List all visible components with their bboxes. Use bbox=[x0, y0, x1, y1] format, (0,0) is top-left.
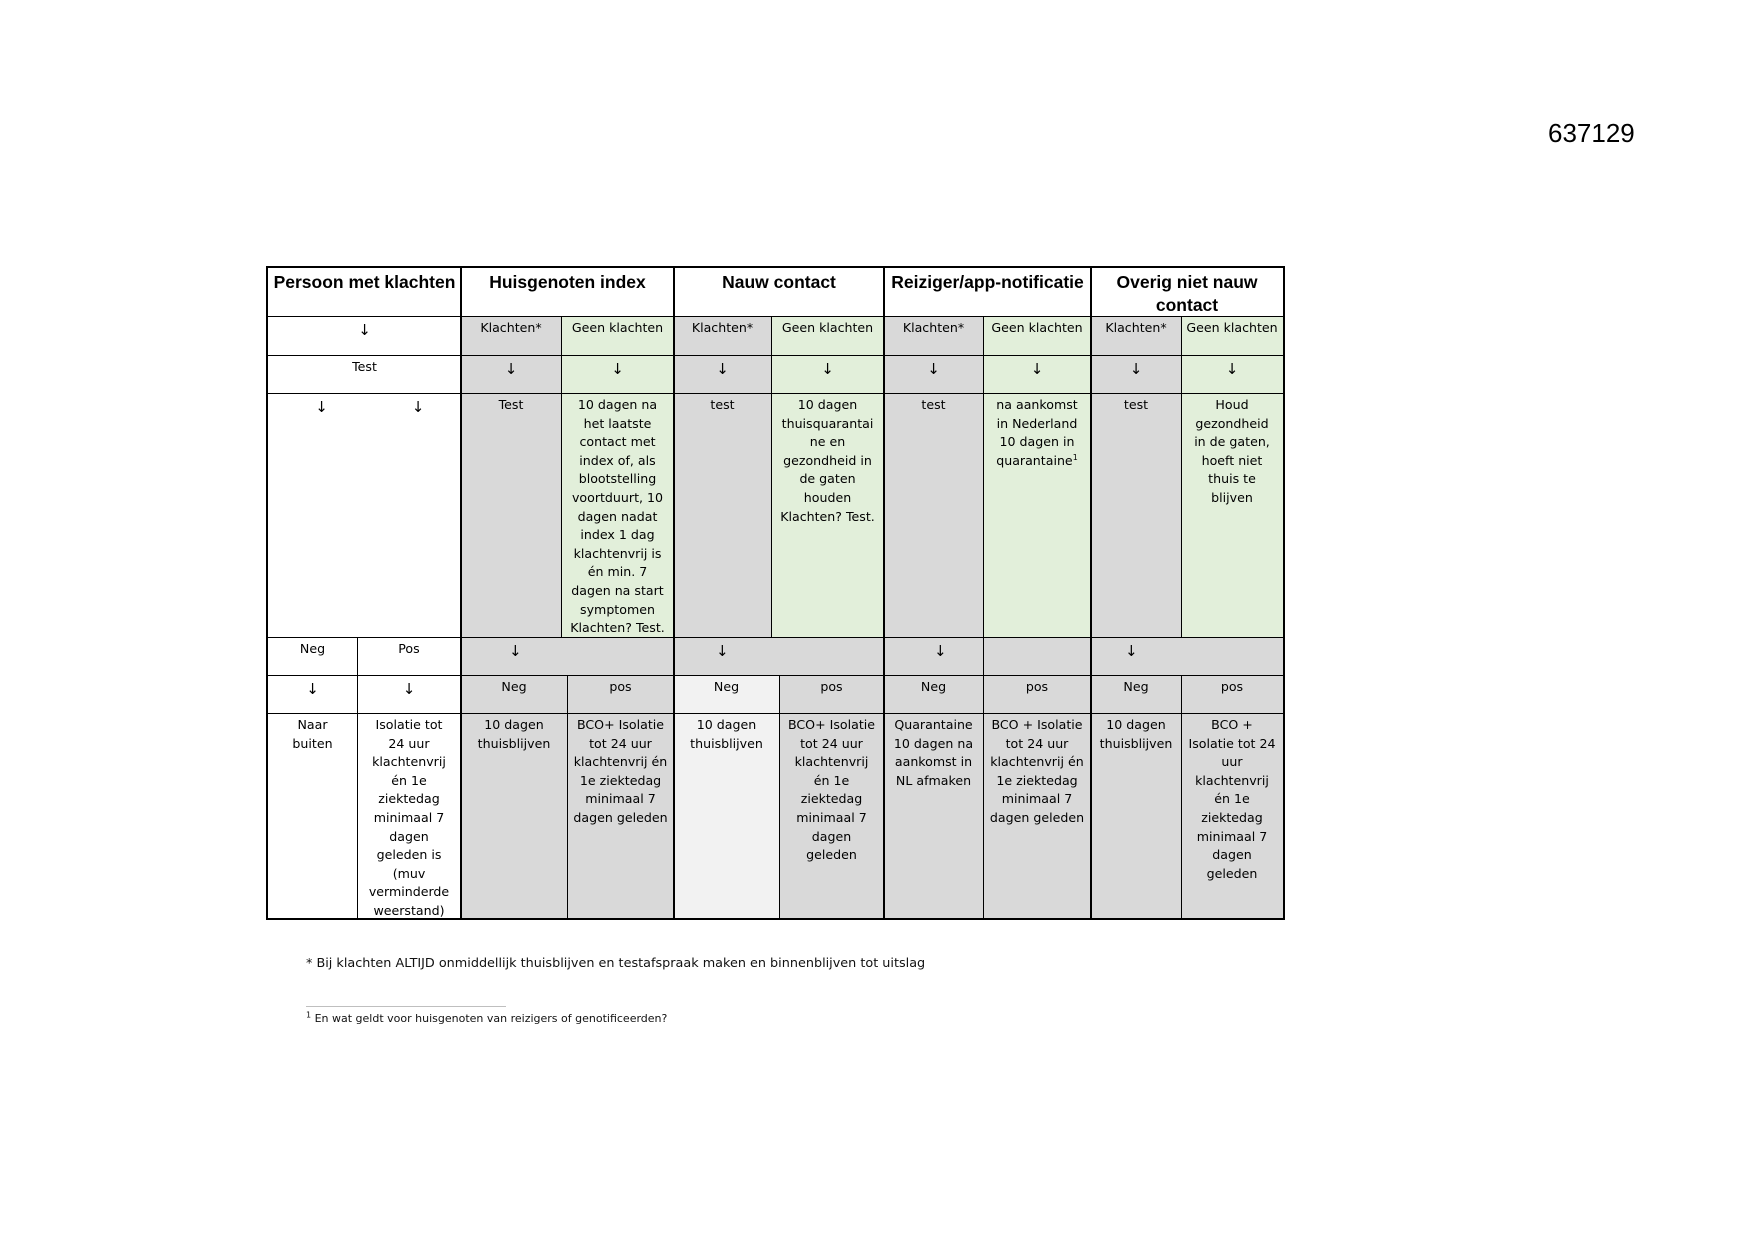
arrow-icon: ↓ bbox=[411, 398, 425, 416]
arrow-icon: ↓ bbox=[1091, 355, 1181, 393]
reis-pos-advies: BCO + Isolatie tot 24 uur klachtenvrij én 1e ziektedag minimaal 7 dagen geleden bbox=[983, 713, 1091, 918]
footnote-asterisk-note: * Bij klachten ALTIJD onmiddellijk thuisblijven en testafspraak maken en binnenblijven tot uitslag bbox=[306, 956, 926, 971]
grid-line bbox=[268, 713, 1283, 714]
arrow-icon: ↓ bbox=[315, 398, 328, 416]
arrow-icon: ↓ bbox=[884, 355, 983, 393]
overig-neg-advies: 10 dagen thuisblijven bbox=[1091, 713, 1181, 918]
header-persoon: Persoon met klachten bbox=[273, 272, 456, 292]
grid-line bbox=[779, 675, 780, 918]
nauw-geen-klachten-label: Geen klachten bbox=[771, 316, 884, 355]
footnote bbox=[306, 1012, 667, 1025]
footnote-text: En wat geldt voor huisgenoten van reizigers of genotificeerden? bbox=[314, 1012, 668, 1025]
persoon-test: Test bbox=[352, 359, 377, 374]
persoon-pos-advies: Isolatie tot 24 uur klachtenvrij én 1e ziektedag minimaal 7 dagen geleden is (muv verminderde weerstand) bbox=[368, 717, 450, 918]
grid-line bbox=[357, 637, 358, 918]
arrow-icon: ↓ bbox=[402, 680, 416, 698]
grid-line bbox=[567, 675, 568, 918]
arrow-icon: ↓ bbox=[771, 355, 884, 393]
arrow-icon: ↓ bbox=[306, 680, 319, 698]
grid-line bbox=[1181, 316, 1182, 637]
overig-pos-advies: BCO + Isolatie tot 24 uur klachtenvrij én 1e ziektedag minimaal 7 dagen geleden bbox=[1181, 713, 1283, 918]
nauw-neg-advies: 10 dagen thuisblijven bbox=[674, 713, 779, 918]
reis-geen-klachten-text: na aankomst in Nederland 10 dagen in quarantaine bbox=[996, 397, 1078, 468]
nauw-klachten-test: test bbox=[674, 393, 771, 637]
nauw-pos-advies: BCO+ Isolatie tot 24 uur klachtenvrij én 1e ziektedag minimaal 7 dagen geleden bbox=[779, 713, 884, 918]
grid-line bbox=[268, 393, 1283, 394]
overig-geen-klachten-label: Geen klachten bbox=[1181, 316, 1283, 355]
reis-klachten-test: test bbox=[884, 393, 983, 637]
grid-line bbox=[268, 637, 1283, 638]
reis-neg-advies: Quarantaine 10 dagen na aankomst in NL afmaken bbox=[884, 713, 983, 918]
document-id: 637129 bbox=[1548, 118, 1635, 148]
grid-line bbox=[1090, 268, 1092, 918]
arrow-icon: ↓ bbox=[1091, 637, 1283, 675]
footnote-mark: 1 bbox=[306, 1010, 312, 1020]
nauw-klachten-label: Klachten* bbox=[674, 316, 771, 355]
persoon-neg: Neg bbox=[299, 641, 326, 656]
header-nauw-contact: Nauw contact bbox=[722, 272, 836, 292]
persoon-neg-advies: Naar buiten bbox=[292, 717, 333, 751]
grid-line bbox=[268, 355, 1283, 356]
huis-geen-klachten-advies: 10 dagen na het laatste contact met index of, als blootstelling voortduurt, 10 dagen nadat index 1 dag klachtenvrij is én min. 7 dagen na start symptomen Klachten? Test. bbox=[561, 393, 674, 637]
overig-geen-klachten-advies: Houd gezondheid in de gaten, hoeft niet thuis te blijven bbox=[1181, 393, 1283, 637]
huis-klachten-label: Klachten* bbox=[461, 316, 561, 355]
reis-neg: Neg bbox=[884, 675, 983, 713]
huis-klachten-test: Test bbox=[461, 393, 561, 637]
arrow-icon: ↓ bbox=[884, 637, 1091, 675]
arrow-icon: ↓ bbox=[358, 321, 371, 339]
overig-pos: pos bbox=[1181, 675, 1283, 713]
reis-klachten-label: Klachten* bbox=[884, 316, 983, 355]
overig-klachten-label: Klachten* bbox=[1091, 316, 1181, 355]
arrow-icon: ↓ bbox=[983, 355, 1091, 393]
grid-line bbox=[883, 268, 885, 918]
header-overig: Overig niet nauw contact bbox=[1116, 272, 1258, 315]
arrow-icon: ↓ bbox=[561, 355, 674, 393]
grid-line bbox=[561, 316, 562, 637]
huis-geen-klachten-label: Geen klachten bbox=[561, 316, 674, 355]
arrow-icon: ↓ bbox=[674, 355, 771, 393]
grid-line bbox=[673, 268, 675, 918]
huis-pos-advies: BCO+ Isolatie tot 24 uur klachtenvrij én 1e ziektedag minimaal 7 dagen geleden bbox=[567, 713, 674, 918]
huis-neg: Neg bbox=[461, 675, 567, 713]
arrow-icon: ↓ bbox=[674, 637, 884, 675]
grid-line bbox=[268, 316, 1283, 317]
arrow-icon: ↓ bbox=[461, 355, 561, 393]
grid-line bbox=[983, 316, 984, 723]
nauw-neg: Neg bbox=[674, 675, 779, 713]
decision-table bbox=[266, 266, 1285, 920]
overig-neg: Neg bbox=[1091, 675, 1181, 713]
grid-line bbox=[268, 675, 1283, 676]
grid-line bbox=[771, 316, 772, 637]
nauw-pos: pos bbox=[779, 675, 884, 713]
arrow-icon: ↓ bbox=[1181, 355, 1283, 393]
grid-line bbox=[1181, 675, 1182, 918]
grid-line bbox=[460, 268, 462, 918]
huis-pos: pos bbox=[567, 675, 674, 713]
reis-geen-klachten-advies bbox=[983, 393, 1091, 637]
footnote-ref[interactable]: 1 bbox=[1072, 452, 1078, 462]
header-reiziger: Reiziger/app-notificatie bbox=[891, 272, 1084, 292]
footnote-separator bbox=[306, 1006, 506, 1007]
nauw-geen-klachten-advies: 10 dagen thuisquarantai ne en gezondheid in de gaten houden Klachten? Test. bbox=[771, 393, 884, 637]
header-huisgenoten: Huisgenoten index bbox=[489, 272, 646, 292]
huis-neg-advies: 10 dagen thuisblijven bbox=[461, 713, 567, 918]
reis-geen-klachten-label: Geen klachten bbox=[983, 316, 1091, 355]
reis-pos: pos bbox=[983, 675, 1091, 713]
persoon-pos: Pos bbox=[398, 641, 420, 656]
arrow-icon: ↓ bbox=[461, 637, 674, 675]
overig-klachten-test: test bbox=[1091, 393, 1181, 637]
grid-line bbox=[983, 675, 984, 918]
